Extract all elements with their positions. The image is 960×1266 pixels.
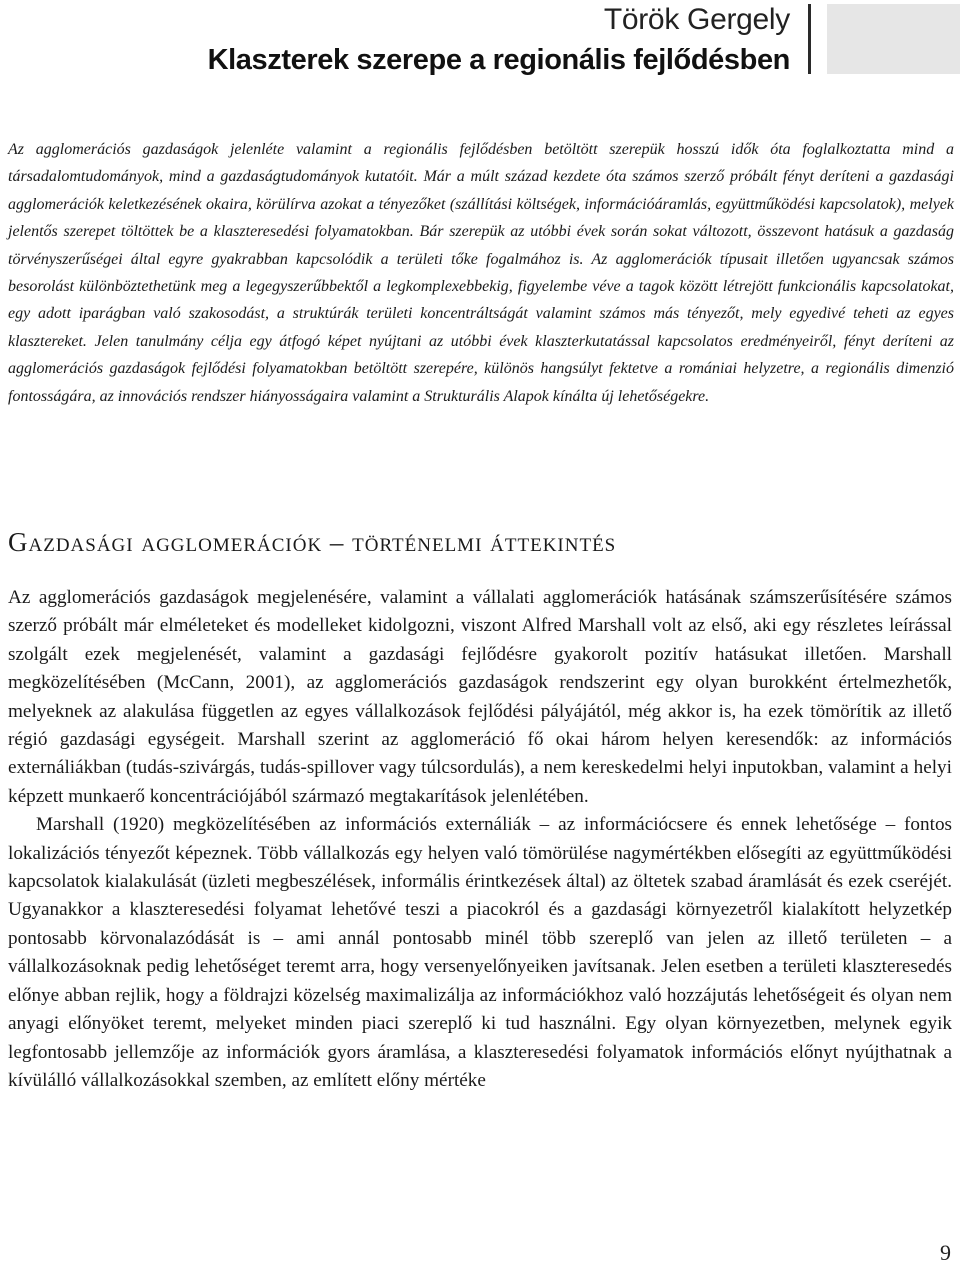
abstract: Az agglomerációs gazdaságok jelenléte valamint a regionális fejlődésben betöltött szerepük hosszú idők óta foglalkoztatta mind a társadalomtudományok, mind a gazdaságtudományok kutatóit. Már a múlt század kezdete óta számos szerző próbált fényt deríteni a gazdasági agglomerációk keletkezésének okaira, körülírva azokat a tényezőket (szállítási költségek, információáramlás, együttműködési kapcsolatok), melyek jelentős szerepet töltöttek be a klaszteresedési folyamatokban. Bár szerepük az utóbbi évek során sokat változott, összevont hatásuk a gazdaság törvényszerűségei által egyre gyakrabban kapcsolódik a területi tőke fogalmához is. Az agglomerációk típusait illetően ugyancsak számos besorolást különböztethetünk meg a legegyszerűbbektől a legkomplexebbekig, figyelembe véve a tagok között létrejött funkcionális kapcsolatokat, egy adott iparágban való szakosodást, a struktúrák területi koncentráltságát valamint számos más tényezőt, mely egyedivé teheti az egyes klasztereket. Jelen tanulmány célja egy átfogó képet nyújtani az utóbbi évek klaszterkutatással kapcsolatos eredményeiről, fényt deríteni az agglomerációs gazdaságok fejlődési folyamatokban betöltött szerepére, különös hangsúlyt fektetve a romániai helyzetre, a regionális dimenzió fontosságára, az innovációs rendszer hiányosságaira valamint a Strukturális Alapok kínálta új lehetőségekre. <box>8 141 954 405</box>
section-heading: Gazdasági agglomerációk – történelmi áttekintés <box>8 527 617 557</box>
page-number: 9 <box>940 1240 951 1265</box>
article-title: Klaszterek szerepe a regionális fejlődésben <box>207 44 790 76</box>
header-divider <box>808 4 811 74</box>
paragraph-1: Az agglomerációs gazdaságok megjelenésére, valamint a vállalati agglomerációk hatásának számszerűsítésére számos szerző próbált már elméleteket és modelleket kidolgozni, viszont Alfred Marshall volt az első, aki egy részletes leírással szolgált ezek megjelenését, valamint a gazdasági fejlődésre gyakorolt pozitív hatásukat illetően. Marshall megközelítésében (McCann, 2001), az agglomerációs gazdaságok rendszerint egy olyan burokként értelmezhetők, melyeknek az alakulása független az egyes vállalkozások fejlődési pályájától, még akkor is, ha ezek tömörítik az illető régió gazdasági egységeit. Marshall szerint az agglomeráció fő okai három helyen keresendők: az információs externáliákban (tudás-szivárgás, tudás-spillover vagy túlcsordulás), a nem kereskedelmi helyi inputokban, valamint a helyi képzett munkaerő koncentrációjából származó megtakarítások jelenlétében. <box>8 587 952 807</box>
header-decoration <box>827 4 960 74</box>
paragraph-2: Marshall (1920) megközelítésében az információs externáliák – az információcsere és ennek lehetősége – fontos lokalizációs tényezőt képeznek. Több vállalkozás egy helyen való tömörülése nagymértékben elősegíti az együttműködési kapcsolatok kialakulását (üzleti megbeszélések, informális érintkezések által) az öltetek szabad áramlását és ezek cseréjét. Ugyanakkor a klaszteresedési folyamat lehetővé teszi a piacokról és a gazdasági környezetről kialakított helyzetkép pontosabb körvonalazódását is – ami annál pontosabb minél több szereplő van jelen az illető területen – a vállalkozásoknak pedig lehetőséget teremt arra, hogy versenyelőnyeiken javítsanak. Jelen esetben a területi klaszteresedés előnye abban rejlik, hogy a földrajzi közelség maximalizálja az információkhoz való hozzájutás lehetőségeit és olyan nem anyagi előnyöket teremt, melyeket minden piaci szereplő ki tud használni. Egy olyan környezetben, melynek egyik legfontosabb jellemzője az információk gyors áramlása, a klaszteresedési folyamatok információs előnyt nyújthatnak a kívülálló vállalkozásokkal szemben, az említett előny mértéke <box>8 814 952 1091</box>
body-text <box>8 584 952 1095</box>
page-header <box>208 0 790 78</box>
author-name: Török Gergely <box>603 3 790 36</box>
